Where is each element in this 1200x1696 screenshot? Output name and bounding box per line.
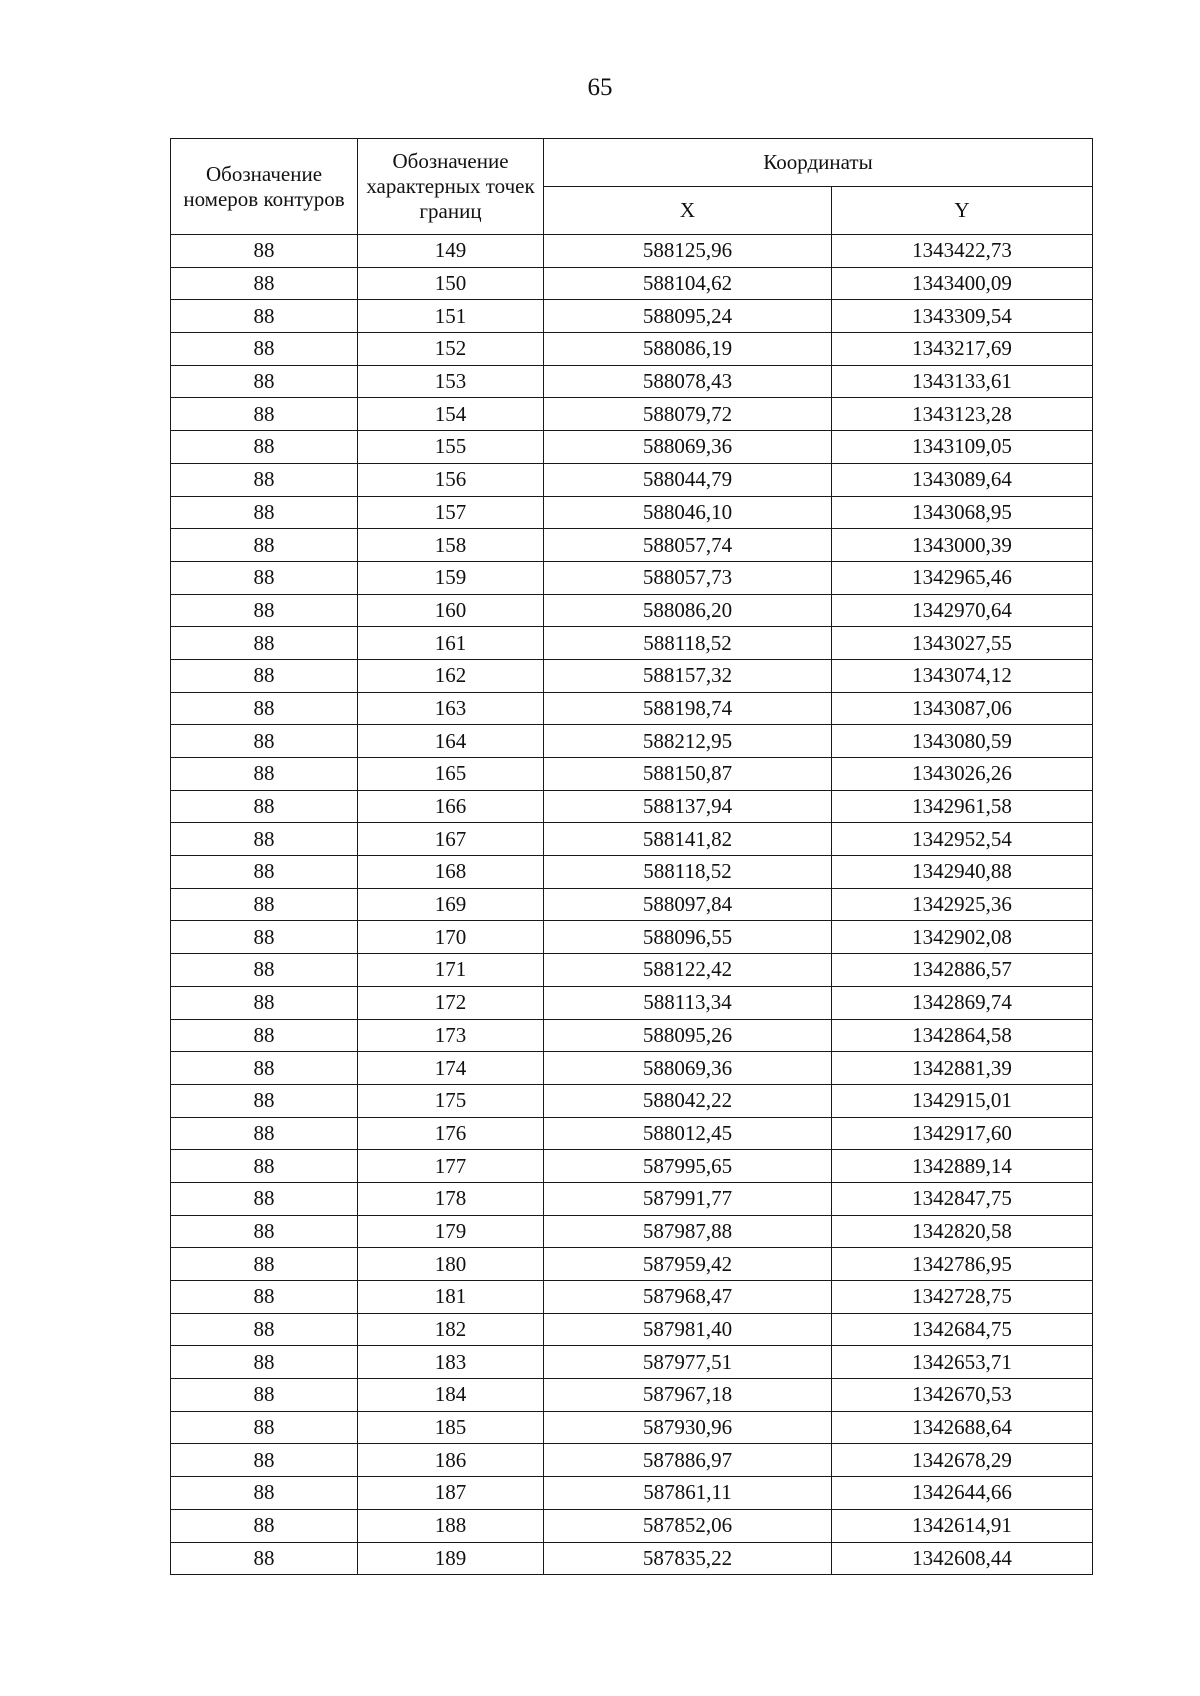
cell-point-number: 156 xyxy=(358,463,544,496)
cell-x-coordinate: 588150,87 xyxy=(544,758,832,791)
table-row xyxy=(171,1248,1093,1281)
cell-x-coordinate: 587977,51 xyxy=(544,1346,832,1379)
table-row xyxy=(171,1477,1093,1510)
table-row xyxy=(171,790,1093,823)
cell-point-number: 186 xyxy=(358,1444,544,1477)
cell-x-coordinate: 587987,88 xyxy=(544,1215,832,1248)
cell-point-number: 171 xyxy=(358,954,544,987)
cell-x-coordinate: 587835,22 xyxy=(544,1542,832,1575)
cell-y-coordinate: 1343074,12 xyxy=(832,659,1093,692)
cell-contour-number: 88 xyxy=(171,823,358,856)
header-coordinates: Координаты xyxy=(544,139,1093,187)
cell-contour-number: 88 xyxy=(171,856,358,889)
cell-x-coordinate: 588069,36 xyxy=(544,1052,832,1085)
table-row xyxy=(171,1215,1093,1248)
cell-contour-number: 88 xyxy=(171,986,358,1019)
cell-point-number: 177 xyxy=(358,1150,544,1183)
cell-y-coordinate: 1342644,66 xyxy=(832,1477,1093,1510)
cell-contour-number: 88 xyxy=(171,496,358,529)
table-row xyxy=(171,758,1093,791)
table-row xyxy=(171,1150,1093,1183)
cell-point-number: 154 xyxy=(358,398,544,431)
cell-contour-number: 88 xyxy=(171,1084,358,1117)
cell-y-coordinate: 1342940,88 xyxy=(832,856,1093,889)
cell-x-coordinate: 587968,47 xyxy=(544,1281,832,1314)
cell-x-coordinate: 588113,34 xyxy=(544,986,832,1019)
cell-y-coordinate: 1343109,05 xyxy=(832,431,1093,464)
cell-y-coordinate: 1343133,61 xyxy=(832,365,1093,398)
cell-contour-number: 88 xyxy=(171,1052,358,1085)
table-row xyxy=(171,561,1093,594)
cell-point-number: 150 xyxy=(358,267,544,300)
cell-y-coordinate: 1342728,75 xyxy=(832,1281,1093,1314)
cell-x-coordinate: 588057,74 xyxy=(544,529,832,562)
cell-contour-number: 88 xyxy=(171,561,358,594)
cell-contour-number: 88 xyxy=(171,398,358,431)
cell-point-number: 181 xyxy=(358,1281,544,1314)
cell-x-coordinate: 588125,96 xyxy=(544,235,832,268)
table-row xyxy=(171,1379,1093,1412)
cell-point-number: 183 xyxy=(358,1346,544,1379)
cell-y-coordinate: 1343068,95 xyxy=(832,496,1093,529)
cell-point-number: 149 xyxy=(358,235,544,268)
cell-y-coordinate: 1343026,26 xyxy=(832,758,1093,791)
cell-contour-number: 88 xyxy=(171,333,358,366)
cell-y-coordinate: 1343027,55 xyxy=(832,627,1093,660)
table-row xyxy=(171,300,1093,333)
cell-y-coordinate: 1342820,58 xyxy=(832,1215,1093,1248)
cell-x-coordinate: 588086,20 xyxy=(544,594,832,627)
cell-y-coordinate: 1342608,44 xyxy=(832,1542,1093,1575)
cell-point-number: 163 xyxy=(358,692,544,725)
cell-x-coordinate: 588141,82 xyxy=(544,823,832,856)
cell-x-coordinate: 587981,40 xyxy=(544,1313,832,1346)
cell-point-number: 164 xyxy=(358,725,544,758)
table-row xyxy=(171,659,1093,692)
cell-contour-number: 88 xyxy=(171,790,358,823)
header-y: Y xyxy=(832,187,1093,235)
cell-x-coordinate: 588086,19 xyxy=(544,333,832,366)
cell-y-coordinate: 1342678,29 xyxy=(832,1444,1093,1477)
cell-point-number: 162 xyxy=(358,659,544,692)
cell-point-number: 169 xyxy=(358,888,544,921)
cell-contour-number: 88 xyxy=(171,1346,358,1379)
page-number: 65 xyxy=(587,74,613,101)
cell-y-coordinate: 1342684,75 xyxy=(832,1313,1093,1346)
cell-contour-number: 88 xyxy=(171,627,358,660)
table-row xyxy=(171,1019,1093,1052)
cell-point-number: 188 xyxy=(358,1509,544,1542)
cell-contour-number: 88 xyxy=(171,1477,358,1510)
cell-y-coordinate: 1343080,59 xyxy=(832,725,1093,758)
cell-y-coordinate: 1343089,64 xyxy=(832,463,1093,496)
cell-contour-number: 88 xyxy=(171,235,358,268)
cell-y-coordinate: 1343400,09 xyxy=(832,267,1093,300)
cell-point-number: 152 xyxy=(358,333,544,366)
cell-y-coordinate: 1342614,91 xyxy=(832,1509,1093,1542)
cell-point-number: 159 xyxy=(358,561,544,594)
cell-x-coordinate: 588157,32 xyxy=(544,659,832,692)
cell-contour-number: 88 xyxy=(171,1379,358,1412)
cell-contour-number: 88 xyxy=(171,463,358,496)
cell-x-coordinate: 588137,94 xyxy=(544,790,832,823)
cell-point-number: 172 xyxy=(358,986,544,1019)
cell-contour-number: 88 xyxy=(171,1117,358,1150)
cell-y-coordinate: 1342915,01 xyxy=(832,1084,1093,1117)
cell-point-number: 184 xyxy=(358,1379,544,1412)
header-contour-number: Обозначение номеров контуров xyxy=(171,139,358,235)
cell-contour-number: 88 xyxy=(171,954,358,987)
cell-point-number: 167 xyxy=(358,823,544,856)
cell-contour-number: 88 xyxy=(171,1019,358,1052)
cell-contour-number: 88 xyxy=(171,300,358,333)
cell-x-coordinate: 587886,97 xyxy=(544,1444,832,1477)
cell-point-number: 151 xyxy=(358,300,544,333)
table-row xyxy=(171,1509,1093,1542)
cell-y-coordinate: 1343087,06 xyxy=(832,692,1093,725)
coordinates-table xyxy=(170,138,1093,1575)
cell-contour-number: 88 xyxy=(171,1182,358,1215)
cell-x-coordinate: 588198,74 xyxy=(544,692,832,725)
cell-contour-number: 88 xyxy=(171,267,358,300)
cell-y-coordinate: 1343217,69 xyxy=(832,333,1093,366)
cell-contour-number: 88 xyxy=(171,1281,358,1314)
cell-y-coordinate: 1342952,54 xyxy=(832,823,1093,856)
cell-point-number: 179 xyxy=(358,1215,544,1248)
cell-x-coordinate: 588044,79 xyxy=(544,463,832,496)
cell-y-coordinate: 1342965,46 xyxy=(832,561,1093,594)
cell-point-number: 155 xyxy=(358,431,544,464)
table-row xyxy=(171,529,1093,562)
cell-x-coordinate: 588122,42 xyxy=(544,954,832,987)
cell-x-coordinate: 588046,10 xyxy=(544,496,832,529)
cell-y-coordinate: 1342869,74 xyxy=(832,986,1093,1019)
cell-x-coordinate: 588096,55 xyxy=(544,921,832,954)
cell-point-number: 176 xyxy=(358,1117,544,1150)
table-row xyxy=(171,1346,1093,1379)
table-row xyxy=(171,463,1093,496)
table-row xyxy=(171,823,1093,856)
table-row xyxy=(171,725,1093,758)
cell-y-coordinate: 1343422,73 xyxy=(832,235,1093,268)
cell-point-number: 187 xyxy=(358,1477,544,1510)
cell-y-coordinate: 1342670,53 xyxy=(832,1379,1093,1412)
cell-x-coordinate: 587995,65 xyxy=(544,1150,832,1183)
cell-x-coordinate: 588118,52 xyxy=(544,627,832,660)
cell-x-coordinate: 588118,52 xyxy=(544,856,832,889)
table-row xyxy=(171,431,1093,464)
cell-contour-number: 88 xyxy=(171,529,358,562)
cell-point-number: 168 xyxy=(358,856,544,889)
cell-y-coordinate: 1343000,39 xyxy=(832,529,1093,562)
cell-y-coordinate: 1342653,71 xyxy=(832,1346,1093,1379)
cell-x-coordinate: 587861,11 xyxy=(544,1477,832,1510)
cell-x-coordinate: 587930,96 xyxy=(544,1411,832,1444)
table-row xyxy=(171,398,1093,431)
table-row xyxy=(171,333,1093,366)
table-row xyxy=(171,1182,1093,1215)
table-row xyxy=(171,692,1093,725)
table-row xyxy=(171,627,1093,660)
cell-x-coordinate: 588104,62 xyxy=(544,267,832,300)
table-row xyxy=(171,921,1093,954)
cell-contour-number: 88 xyxy=(171,1444,358,1477)
cell-contour-number: 88 xyxy=(171,594,358,627)
cell-point-number: 182 xyxy=(358,1313,544,1346)
table-row xyxy=(171,1542,1093,1575)
cell-contour-number: 88 xyxy=(171,1542,358,1575)
cell-point-number: 173 xyxy=(358,1019,544,1052)
table-row xyxy=(171,594,1093,627)
cell-y-coordinate: 1342889,14 xyxy=(832,1150,1093,1183)
table-row xyxy=(171,1052,1093,1085)
cell-point-number: 157 xyxy=(358,496,544,529)
header-x: X xyxy=(544,187,832,235)
cell-contour-number: 88 xyxy=(171,888,358,921)
table-row xyxy=(171,1281,1093,1314)
cell-point-number: 165 xyxy=(358,758,544,791)
table-row xyxy=(171,1411,1093,1444)
cell-y-coordinate: 1343123,28 xyxy=(832,398,1093,431)
cell-contour-number: 88 xyxy=(171,659,358,692)
header-boundary-point: Обозначение характерных точек границ xyxy=(358,139,544,235)
cell-point-number: 170 xyxy=(358,921,544,954)
cell-y-coordinate: 1343309,54 xyxy=(832,300,1093,333)
cell-y-coordinate: 1342970,64 xyxy=(832,594,1093,627)
table-row xyxy=(171,1117,1093,1150)
cell-contour-number: 88 xyxy=(171,758,358,791)
cell-point-number: 174 xyxy=(358,1052,544,1085)
cell-y-coordinate: 1342902,08 xyxy=(832,921,1093,954)
cell-y-coordinate: 1342688,64 xyxy=(832,1411,1093,1444)
cell-contour-number: 88 xyxy=(171,1150,358,1183)
table-row xyxy=(171,986,1093,1019)
cell-point-number: 161 xyxy=(358,627,544,660)
table-row xyxy=(171,235,1093,268)
table-row xyxy=(171,1313,1093,1346)
table-body xyxy=(171,235,1093,1575)
table-row xyxy=(171,1084,1093,1117)
cell-point-number: 185 xyxy=(358,1411,544,1444)
cell-contour-number: 88 xyxy=(171,1509,358,1542)
cell-contour-number: 88 xyxy=(171,692,358,725)
cell-contour-number: 88 xyxy=(171,431,358,464)
cell-x-coordinate: 588042,22 xyxy=(544,1084,832,1117)
cell-x-coordinate: 587991,77 xyxy=(544,1182,832,1215)
cell-x-coordinate: 588078,43 xyxy=(544,365,832,398)
cell-point-number: 160 xyxy=(358,594,544,627)
table-row xyxy=(171,954,1093,987)
cell-point-number: 189 xyxy=(358,1542,544,1575)
cell-x-coordinate: 587959,42 xyxy=(544,1248,832,1281)
cell-x-coordinate: 587852,06 xyxy=(544,1509,832,1542)
cell-x-coordinate: 588212,95 xyxy=(544,725,832,758)
cell-point-number: 175 xyxy=(358,1084,544,1117)
table-row xyxy=(171,888,1093,921)
cell-y-coordinate: 1342881,39 xyxy=(832,1052,1093,1085)
cell-x-coordinate: 588057,73 xyxy=(544,561,832,594)
cell-y-coordinate: 1342961,58 xyxy=(832,790,1093,823)
cell-contour-number: 88 xyxy=(171,365,358,398)
table-row xyxy=(171,1444,1093,1477)
cell-x-coordinate: 588012,45 xyxy=(544,1117,832,1150)
cell-point-number: 166 xyxy=(358,790,544,823)
cell-y-coordinate: 1342864,58 xyxy=(832,1019,1093,1052)
table-row xyxy=(171,856,1093,889)
cell-x-coordinate: 588069,36 xyxy=(544,431,832,464)
cell-contour-number: 88 xyxy=(171,1248,358,1281)
cell-point-number: 153 xyxy=(358,365,544,398)
cell-x-coordinate: 588097,84 xyxy=(544,888,832,921)
cell-y-coordinate: 1342917,60 xyxy=(832,1117,1093,1150)
cell-y-coordinate: 1342786,95 xyxy=(832,1248,1093,1281)
cell-x-coordinate: 588079,72 xyxy=(544,398,832,431)
cell-contour-number: 88 xyxy=(171,1313,358,1346)
cell-point-number: 178 xyxy=(358,1182,544,1215)
cell-y-coordinate: 1342847,75 xyxy=(832,1182,1093,1215)
table-header xyxy=(171,139,1093,235)
cell-x-coordinate: 588095,24 xyxy=(544,300,832,333)
cell-point-number: 180 xyxy=(358,1248,544,1281)
cell-x-coordinate: 587967,18 xyxy=(544,1379,832,1412)
cell-contour-number: 88 xyxy=(171,725,358,758)
cell-point-number: 158 xyxy=(358,529,544,562)
cell-y-coordinate: 1342925,36 xyxy=(832,888,1093,921)
cell-contour-number: 88 xyxy=(171,1215,358,1248)
table-row xyxy=(171,365,1093,398)
cell-x-coordinate: 588095,26 xyxy=(544,1019,832,1052)
table-row xyxy=(171,267,1093,300)
cell-contour-number: 88 xyxy=(171,1411,358,1444)
table-row xyxy=(171,496,1093,529)
cell-contour-number: 88 xyxy=(171,921,358,954)
cell-y-coordinate: 1342886,57 xyxy=(832,954,1093,987)
